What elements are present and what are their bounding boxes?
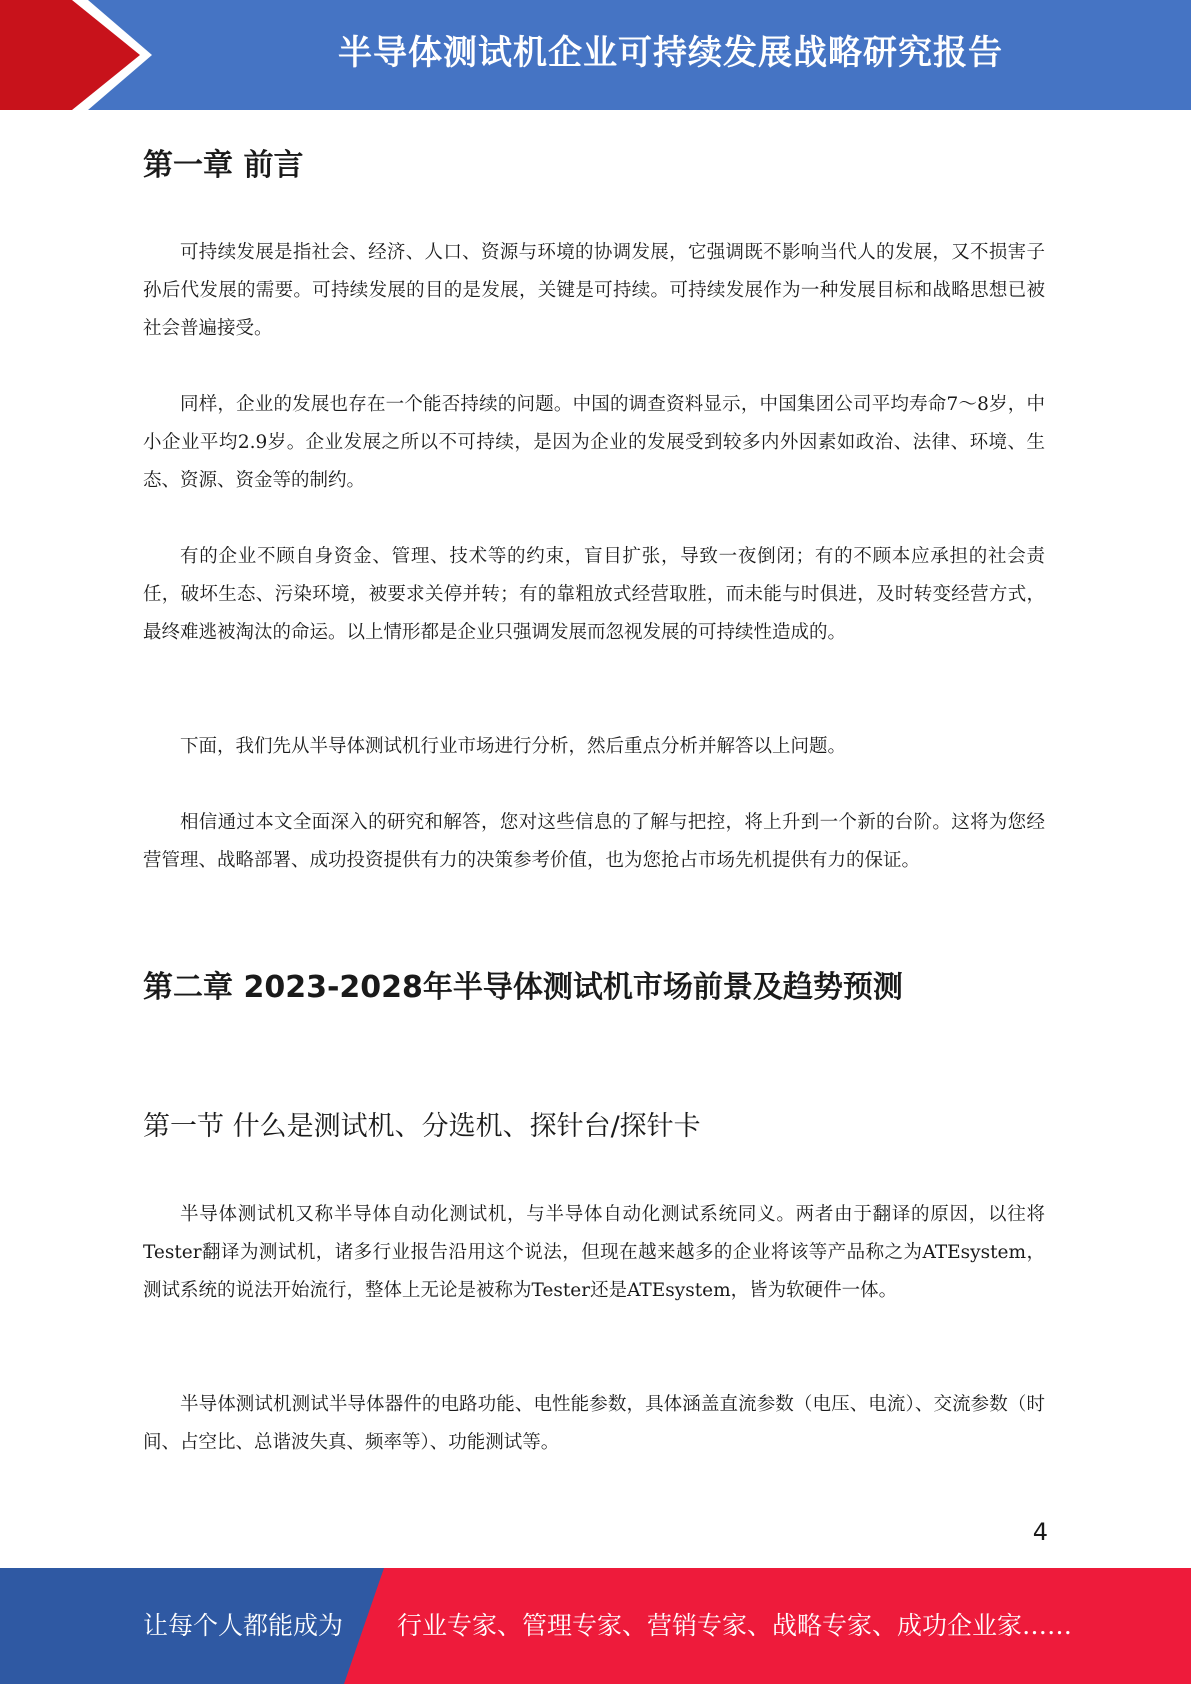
header-chevron: [0, 0, 140, 110]
report-title: 半导体测试机企业可持续发展战略研究报告: [338, 33, 1003, 73]
paragraph: 下面，我们先从半导体测试机行业市场进行分析，然后重点分析并解答以上问题。: [180, 736, 847, 757]
paragraph: 可持续发展是指社会、经济、人口、资源与环境的协调发展，它强调既不影响当代人的发展，又不损害子孙后代发展的需要。可持续发展的目的是发展，关键是可持续。可持续发展作为一种发展目标和战略思想已被社会普遍接受。: [143, 242, 1045, 339]
paragraph: 半导体测试机又称半导体自动化测试机，与半导体自动化测试系统同义。两者由于翻译的原因，以往将Tester翻译为测试机，诸多行业报告沿用这个说法，但现在越来越多的企业将该等产品称之为ATEsystem，测试系统的说法开始流行，整体上无论是被称为Tester还是ATEsystem，皆为软硬件一体。: [143, 1204, 1045, 1301]
paragraph: 同样，企业的发展也存在一个能否持续的问题。中国的调查资料显示，中国集团公司平均寿命7～8岁，中小企业平均2.9岁。企业发展之所以不可持续，是因为企业的发展受到较多内外因素如政治、法律、环境、生态、资源、资金等的制约。: [143, 394, 1045, 491]
paragraph: 半导体测试机测试半导体器件的电路功能、电性能参数，具体涵盖直流参数（电压、电流）、交流参数（时间、占空比、总谐波失真、频率等）、功能测试等。: [143, 1394, 1045, 1453]
chapter-2-heading: 第二章 2023-2028年半导体测试机市场前景及趋势预测: [143, 970, 903, 1005]
page-number: 4: [1032, 1518, 1048, 1546]
footer-slogan-right: 行业专家、管理专家、营销专家、战略专家、成功企业家……: [397, 1611, 1073, 1640]
chapter-1-heading: 第一章 前言: [143, 148, 304, 183]
paragraph: 有的企业不顾自身资金、管理、技术等的约束，盲目扩张，导致一夜倒闭；有的不顾本应承担的社会责任，破坏生态、污染环境，被要求关停并转；有的靠粗放式经营取胜，而未能与时俱进，及时转变经营方式，最终难逃被淘汰的命运。以上情形都是企业只强调发展而忽视发展的可持续性造成的。: [143, 546, 1045, 643]
header-banner: [0, 0, 1191, 110]
paragraph: 相信通过本文全面深入的研究和解答，您对这些信息的了解与把控，将上升到一个新的台阶。这将为您经营管理、战略部署、成功投资提供有力的决策参考价值，也为您抢占市场先机提供有力的保证。: [143, 812, 1045, 871]
footer-banner: [0, 1568, 1191, 1684]
footer-slogan-left: 让每个人都能成为: [143, 1611, 344, 1640]
section-1-heading: 第一节 什么是测试机、分选机、探针台/探针卡: [143, 1111, 701, 1142]
